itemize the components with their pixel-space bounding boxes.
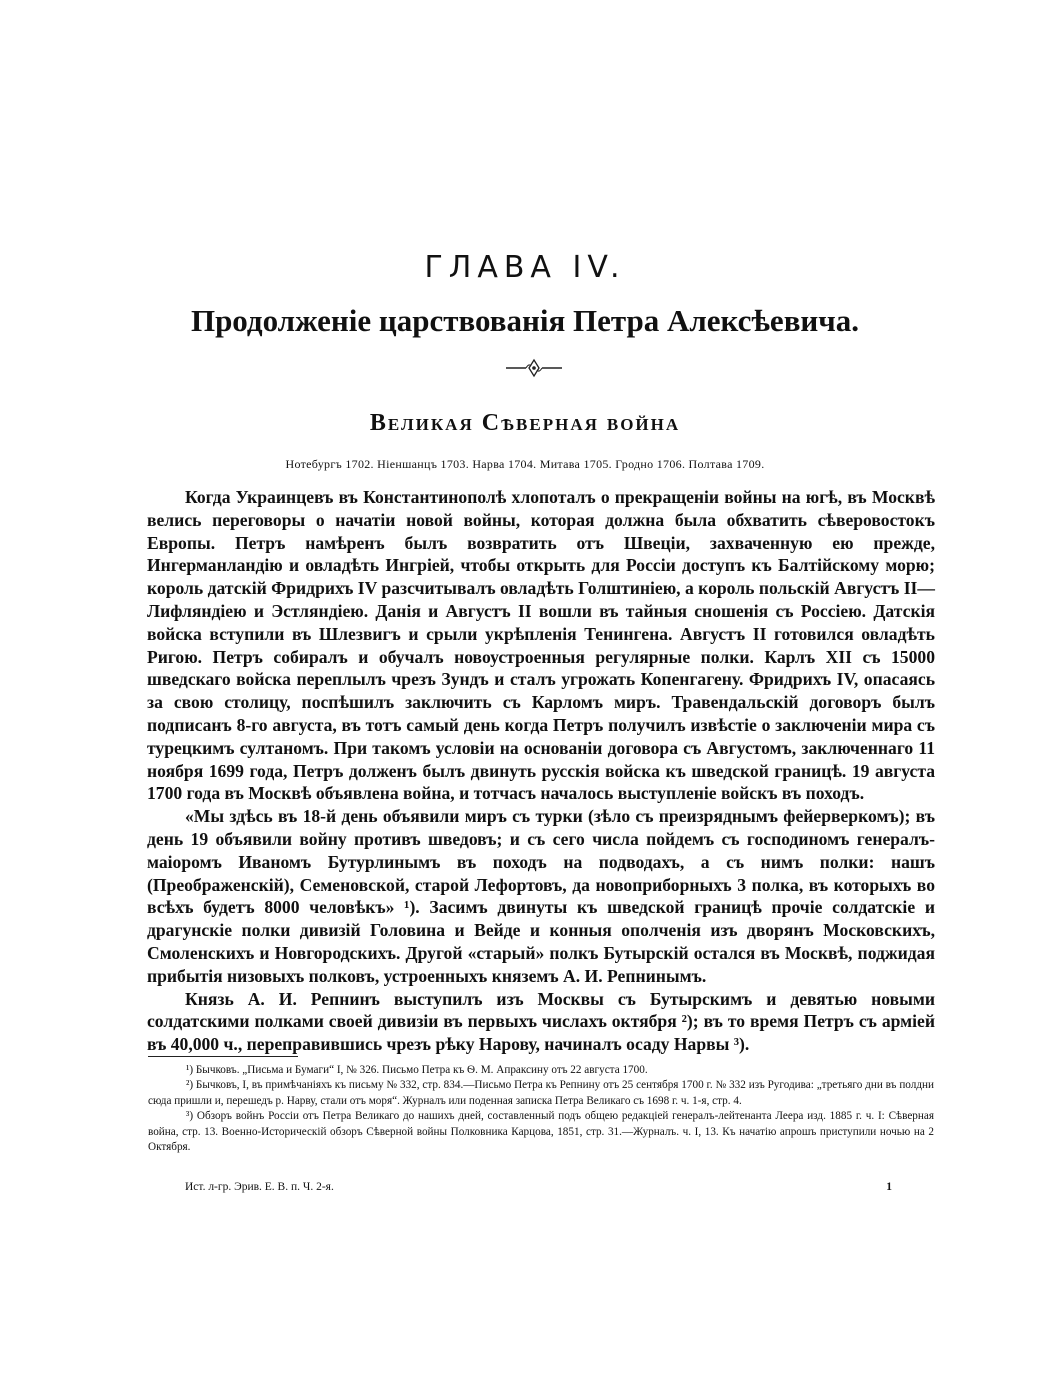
main-text <box>147 486 935 1056</box>
footnote: ¹) Бычковъ. „Письма и Бумаги“ I, № 326. Письмо Петра къ Ѳ. М. Апраксину отъ 22 августа 1700. <box>186 1064 648 1076</box>
page-number: 1 <box>886 1181 892 1193</box>
section-title: Великая Сѣверная война <box>369 410 681 436</box>
footnote: ²) Бычковъ, I, въ примѣчаніяхъ къ письму № 332, стр. 834.—Письмо Петра къ Репнину отъ 25 сентября 1700 г. № 332 изъ Ругодива: „третьяго дни въ полдни сюда пришли и, перешедъ р. Нарву, стали отъ моря“. Журналъ или поденная записка Петра Великаго съ 1698 г. ч. 1-я, стр. 4. <box>148 1079 934 1107</box>
battles-list: Нотебургъ 1702. Ніеншанцъ 1703. Нарва 1704. Митава 1705. Гродно 1706. Полтава 1709. <box>285 457 765 471</box>
ornament-divider-icon <box>504 355 564 381</box>
chapter-heading: ГЛАВА IV. <box>424 250 626 285</box>
paragraph: Князь А. И. Репнинъ выступилъ изъ Москвы съ Бутырскимъ и девятью новыми солдатскими полками своей дивизіи въ первыхъ числахъ октября ²); въ то время Петръ съ арміей въ 40,000 ч., переправившись чрезъ рѣку Нарову, начиналъ осаду Нарвы ³). <box>147 988 935 1055</box>
paragraph: Когда Украинцевъ въ Константинополѣ хлопоталъ о прекращеніи войны на югѣ, въ Москвѣ велись переговоры о начатіи новой войны, которая должна была обхватить сѣверовостокъ Европы. Петръ намѣренъ былъ возвратить отъ Швеціи, захваченную ею прежде, Ингерманландію и овладѣть Ингріей, чтобы открыть для Россіи доступъ къ Балтійскому морю; король датскій Фридрихъ IV разсчитывалъ овладѣть Голштиніею, а король польскій Августъ II—Лифляндіею и Эстляндіею. Данія и Августъ II вошли въ тайныя сношенія съ Россіею. Датскія войска вступили въ Шлезвигъ и срыли укрѣпленія Тенингена. Августъ II готовился овладѣть Ригою. Петръ собиралъ и обучалъ новоустроенныя регулярные полки. Карлъ XII съ 15000 шведскаго войска переплылъ чрезъ Зундъ и сталъ угрожать Копенгагену. Фридрихъ IV, опасаясь за свою столицу, поспѣшилъ заключить съ Карломъ миръ. Травендальскій договоръ былъ подписанъ 8-го августа, въ тотъ самый день когда Петръ получилъ извѣстіе о заключеніи мира съ турецкимъ султаномъ. При такомъ условіи на основаніи договора съ Августомъ, заключеннаго 11 ноября 1699 года, Петръ долженъ былъ двинуть русскія войска къ шведской границѣ. 19 августа 1700 года въ Москвѣ объявлена война, и тотчасъ началось выступленіе войскъ въ походъ. <box>147 487 935 804</box>
footnote-divider <box>148 1056 298 1057</box>
footnotes <box>148 1063 934 1155</box>
footnote: ³) Обзоръ войнъ Россіи отъ Петра Великаго до нашихъ дней, составленный подъ общею редакціей генералъ-лейтенанта Леера изд. 1885 г. ч. I: Сѣверная война, стр. 13. Военно-Историческій обзоръ Сѣверной войны Полковника Карцова, 1851, стр. 31.—Журналъ. ч. I, 13. Къ начатію апрошъ приступили ночью на 2 Октября. <box>148 1110 934 1154</box>
paragraph: «Мы здѣсь въ 18-й день объявили миръ съ турки (зѣло съ преизряднымъ фейерверкомъ); въ день 19 объявили войну противъ шведовъ; и съ сего числа пойдемъ съ господиномъ генералъ-маіоромъ Иваномъ Бутурлинымъ въ походъ на подводахъ, а съ нимъ полки: нашъ (Преображенскій), Семеновской, старой Лефортовъ, да новоприборныхъ 3 полка, въ которыхъ во всѣхъ будетъ 8000 человѣкъ» ¹). Засимъ двинуты къ шведской границѣ прочіе солдатскіе и драгунскіе полки дивизій Головина и Вейде и конныя ополченія изъ дворянъ Московскихъ, Смоленскихъ и Новгородскихъ. Другой «старый» полкъ Бутырскій остался въ Москвѣ, поджидая прибытія низовыхъ полковъ, устроенныхъ княземъ А. И. Репнинымъ. <box>147 806 935 986</box>
chapter-subtitle: Продолженіе царствованія Петра Алексѣевича. <box>190 303 860 338</box>
printer-signature: Ист. л-гр. Эрив. Е. В. п. Ч. 2-я. <box>185 1181 334 1193</box>
